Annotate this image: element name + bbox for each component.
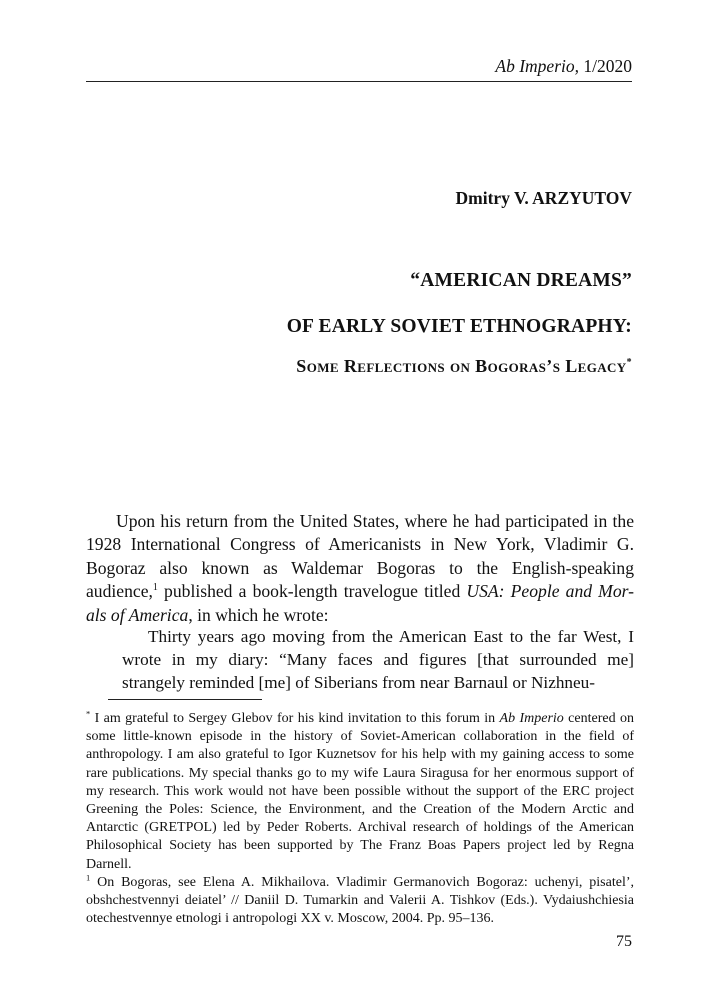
running-header [86,56,632,82]
subtitle-footnote-mark: * [626,357,632,368]
page-number: 75 [616,933,632,950]
footnote-1-mark: 1 [86,872,91,883]
body-text-2: published a book-length travelogue titled [157,581,467,602]
author-name: Dmitry V. ARZYUTOV [455,188,632,208]
article-subtitle [296,356,632,377]
body-text-3: , in which he wrote: [188,604,329,625]
body-paragraph [86,510,634,627]
article-title-line-2: OF EARLY SOVIET ETHNOGRAPHY: [286,316,632,337]
subtitle-text: Some Reflections on Bogoras’s Legacy [296,356,627,376]
block-quote: Thirty years ago moving from the American East to the far West, I wrote in my diary: “Many faces and figures [that surrounded me] strangely reminded [me] of Siberians from near Barnaul or Nizhneu- [122,627,634,692]
article-title-line-1: “AMERICAN DREAMS” [410,270,632,291]
footnote-1 [86,874,634,929]
journal-name: Ab Imperio, [495,56,579,76]
footnote-star-text-2: centered on some little-known episode in the history of Soviet-American collaboration in the field of anthropology. I am also grateful to Igor Kuznetsov for his help with my gaining access to some rare publications. My special thanks go to my wife Laura Siragusa for her enormous support of my research. This work would not have been possible without the support of the ERC project Greening the Poles: Science, the Environment, and the Creation of the Modern Arctic and Antarctic (GRETPOL) led by Peder Roberts. Archival research of holdings of the American Philosophical Society has been supported by The Franz Boas Papers project led by Regna Darnell. [86,711,634,872]
footnote-star-mark: * [86,708,91,719]
footnote-star-text-1: I am grateful to Sergey Glebov for his kind invitation to this forum in [90,711,500,726]
footnote-star [86,710,634,874]
journal-issue: 1/2020 [579,56,632,76]
footnotes [86,710,634,928]
body-text-1: Upon his return from the United States, where he had participated in the 1928 International Congress of Americanists in New York, Vladimir G. Bogoraz also known as Waldemar Bogoras to the English-speaking audience, [86,511,634,602]
book-title: USA: People and Mor-als of America [86,581,634,625]
footnote-star-journal: Ab Imperio [499,711,564,726]
footnote-ref-1: 1 [152,582,158,594]
footnote-1-text: On Bogoras, see Elena A. Mikhailova. Vladimir Germanovich Bogoraz: uchenyi, pisatel’, obshchestvennyi deiatel’ // Daniil D. Tumarkin and Valerii A. Tishkov (Eds.). Vydaiushchiesia otechestvennye etnologi i antropologi XX v. Moscow, 2004. Pp. 95–136. [86,874,634,927]
footnote-separator [108,699,262,700]
